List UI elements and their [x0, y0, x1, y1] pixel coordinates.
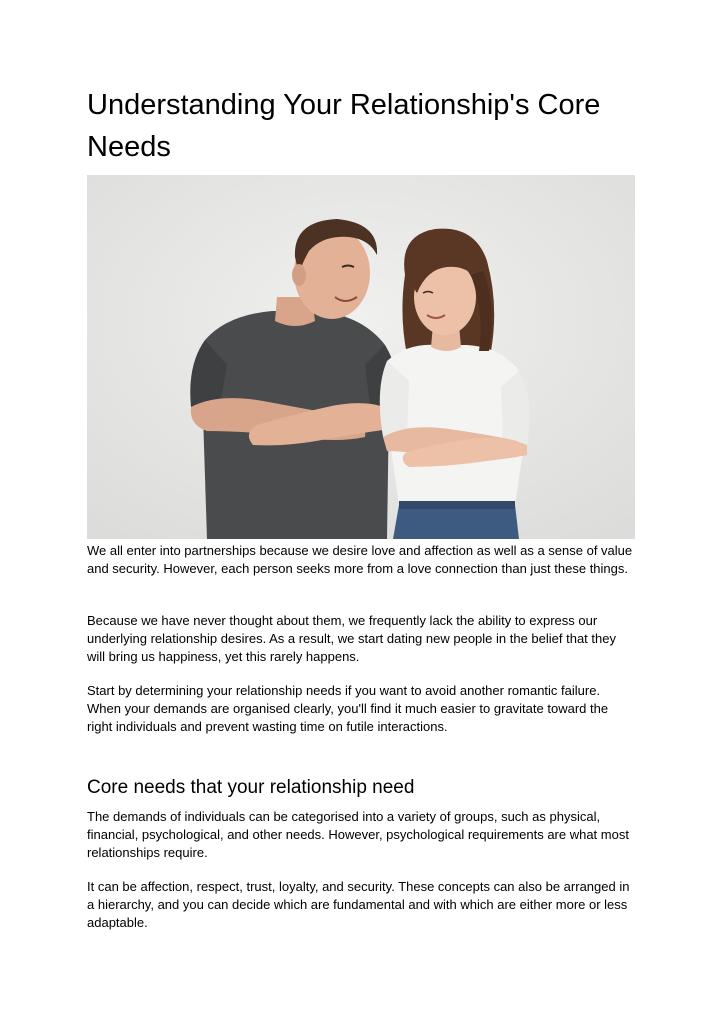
body-paragraph-1	[87, 542, 635, 578]
paragraph-text: It can be affection, respect, trust, loyalty, and security. These concepts can also be arranged in a hierarchy, and you can decide which are fundamental and with which are either more or less adaptable.	[87, 879, 630, 930]
body-paragraph-2	[87, 612, 635, 666]
section-heading: Core needs that your relationship need	[87, 777, 415, 798]
section-paragraph-2	[87, 878, 635, 932]
body-paragraph-3	[87, 682, 635, 736]
couple-photo	[87, 175, 635, 539]
page-title: Understanding Your Relationship's Core Needs	[87, 89, 601, 163]
paragraph-text: The demands of individuals can be categorised into a variety of groups, such as physical, financial, psychological, and other needs. However, psychological requirements are what most relationships require.	[87, 809, 629, 860]
paragraph-text: We all enter into partnerships because we desire love and affection as well as a sense of value and security. However, each person seeks more from a love connection than just these things.	[87, 543, 633, 576]
paragraph-text: Start by determining your relationship needs if you want to avoid another romantic failure. When your demands are organised clearly, you'll find it much easier to gravitate toward the right individuals and prevent wasting time on futile interactions.	[87, 683, 609, 734]
paragraph-text: Because we have never thought about them, we frequently lack the ability to express our underlying relationship desires. As a result, we start dating new people in the belief that they will bring us happiness, yet this rarely happens.	[87, 613, 616, 664]
section-paragraph-1	[87, 808, 635, 862]
hero-image	[87, 175, 635, 539]
